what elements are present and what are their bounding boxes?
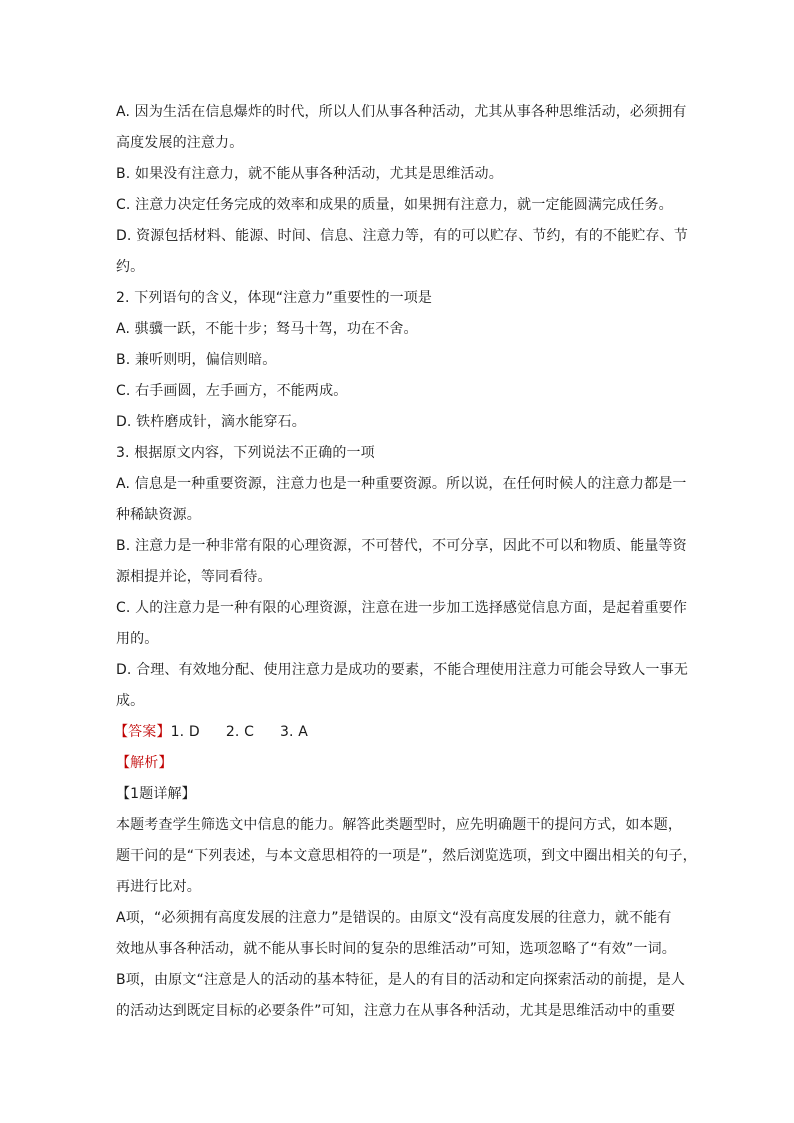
document-body — [114, 97, 697, 1027]
q3-option-d-line1: D. 合理、有效地分配、使用注意力是成功的要素，不能合理使用注意力可能会导致人一事无 — [116, 662, 688, 678]
q1-option-d-line1: D. 资源包括材料、能源、时间、信息、注意力等，有的可以贮存、节约，有的不能贮存、节 — [116, 228, 688, 244]
q1-detail-line-6: B项，由原文“注意是人的活动的基本特征，是人的有目的活动和定向探索活动的前提，是人 — [116, 972, 686, 988]
q1-option-d-line2: 约。 — [116, 259, 145, 275]
q2-option-b: B. 兼听则明，偏信则暗。 — [116, 352, 277, 368]
answer-item-3: 3. A — [280, 724, 308, 740]
q3-option-c-line2: 用的。 — [116, 631, 159, 647]
q1-option-a-line2: 高度发展的注意力。 — [116, 135, 244, 151]
answer-row — [116, 717, 686, 748]
q1-detail-label: 【1题详解】 — [116, 786, 196, 802]
q3-option-c-line1: C. 人的注意力是一种有限的心理资源，注意在进一步加工选择感觉信息方面，是起着重要作 — [116, 600, 687, 616]
q2-option-c: C. 右手画圆，左手画方，不能两成。 — [116, 383, 348, 399]
q3-option-a-line1: A. 信息是一种重要资源，注意力也是一种重要资源。所以说，在任何时候人的注意力都是一 — [116, 476, 687, 492]
q1-detail-line-4: A项，“必须拥有高度发展的注意力”是错误的。由原文“没有高度发展的往意力，就不能有 — [116, 910, 672, 926]
q3-option-b-line2: 源相提并论，等同看待。 — [116, 569, 272, 585]
q3-option-d-line2: 成。 — [116, 693, 145, 709]
answer-item-1: 1. D — [170, 724, 200, 740]
q3-stem: 3. 根据原文内容，下列说法不正确的一项 — [116, 445, 375, 461]
q3-option-b-line1: B. 注意力是一种非常有限的心理资源，不可替代，不可分享，因此不可以和物质、能量等资 — [116, 538, 687, 554]
q1-detail-line-5: 效地从事各种活动，就不能从事长时间的复杂的思维活动”可知，选项忽略了“有效”一词。 — [116, 941, 676, 957]
analysis-label: 【解析】 — [116, 755, 173, 771]
q2-option-d: D. 铁杵磨成针，滴水能穿石。 — [116, 414, 306, 430]
q1-option-b: B. 如果没有注意力，就不能从事各种活动，尤其是思维活动。 — [116, 166, 503, 182]
q1-detail-line-2: 题干问的是“下列表述，与本文意思相符的一项是”，然后浏览选项，到文中圈出相关的句子， — [116, 848, 697, 864]
answer-item-2: 2. C — [225, 724, 254, 740]
q2-option-a: A. 骐骥一跃，不能十步；驽马十驾，功在不舍。 — [116, 321, 418, 337]
q3-option-a-line2: 种稀缺资源。 — [116, 507, 201, 523]
q1-detail-line-7: 的活动达到既定目标的必要条件”可知，注意力在从事各种活动，尤其是思维活动中的重要 — [116, 1003, 676, 1019]
q1-option-a-line1: A. 因为生活在信息爆炸的时代，所以人们从事各种活动，尤其从事各种思维活动，必须拥有 — [116, 104, 687, 120]
q2-stem: 2. 下列语句的含义，体现“注意力”重要性的一项是 — [116, 290, 433, 306]
q1-option-c: C. 注意力决定任务完成的效率和成果的质量，如果拥有注意力，就一定能圆满完成任务。 — [116, 197, 673, 213]
answer-label: 【答案】 — [114, 724, 171, 740]
q1-detail-line-1: 本题考查学生筛选文中信息的能力。解答此类题型时，应先明确题干的提问方式，如本题， — [116, 817, 682, 833]
q1-detail-line-3: 再进行比对。 — [116, 879, 201, 895]
